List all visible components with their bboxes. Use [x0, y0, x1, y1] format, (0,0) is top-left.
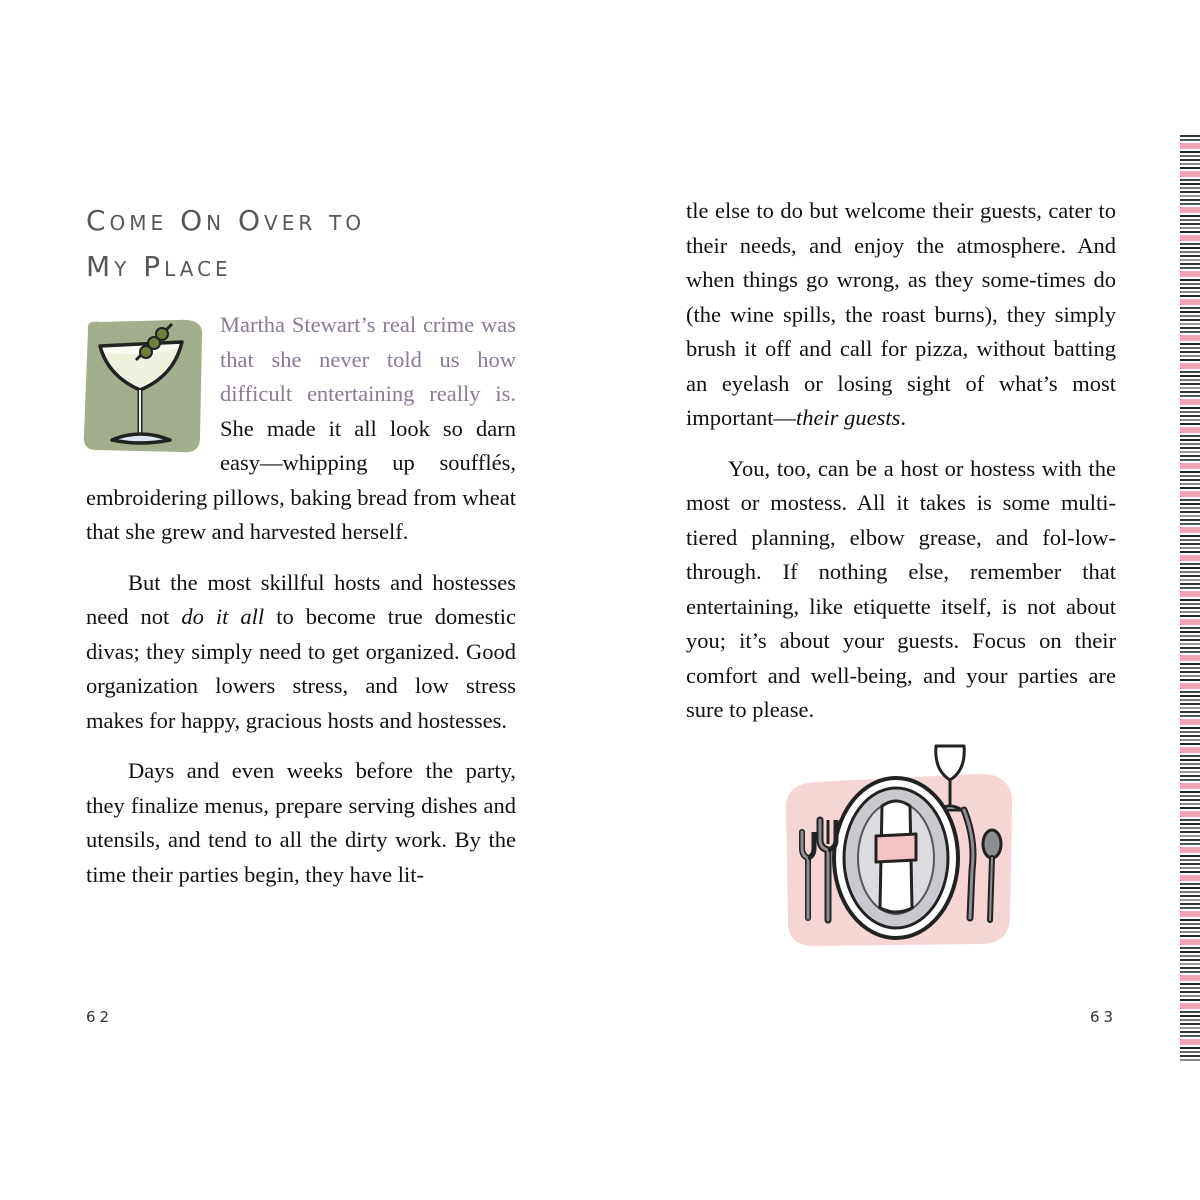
paragraph-2 — [86, 566, 516, 739]
paragraph-4-emphasis: their guests — [795, 405, 901, 430]
paragraph-4-end: . — [900, 405, 906, 430]
paragraph-4 — [686, 194, 1116, 436]
paragraph-1 — [86, 308, 516, 550]
paragraph-2-end: to become true domestic divas; they simply need to get organized. Good organization lowers stress, and low stress makes for happy, gracious hosts and hostesses. — [86, 604, 516, 733]
right-text-column — [686, 194, 1116, 728]
paragraph-2-emphasis: do it all — [181, 604, 265, 629]
chapter-title — [86, 198, 526, 290]
paragraph-3: Days and even weeks before the party, they finalize menus, prepare serving dishes and utensils, and tend to all the dirty work. By the time their parties begin, they have lit- — [86, 758, 516, 887]
paragraph-2-start: But the most skillful hosts and hostesses need not — [86, 569, 516, 629]
place-setting-icon — [780, 740, 1020, 950]
left-text-column — [86, 308, 516, 892]
martini-glass-icon — [78, 316, 206, 456]
paragraph-1-rest: She made it all look so darn easy—whipping up soufflés, embroidering pillows, baking bread from wheat that she grew and harvested herself. — [86, 415, 516, 544]
lead-text: Martha Stewart’s real crime was that she never told us how difficult entertaining really is. — [220, 312, 516, 406]
page-edge-stripes — [1180, 135, 1200, 1063]
title-line-1: Come On Over to — [86, 204, 366, 237]
page-number-right: 63 — [1090, 1008, 1118, 1026]
page-number-left: 62 — [86, 1008, 114, 1026]
paragraph-4-start: tle else to do but welcome their guests, cater to their needs, and enjoy the atmosphere. And when things go wrong, as they some-times do (the wine spills, the roast burns), they simply brush it off and call for pizza, without batting an eyelash or losing sight of what’s most important— — [686, 198, 1116, 430]
title-line-2: My Place — [86, 250, 232, 283]
paragraph-5: You, too, can be a host or hostess with the most or mostess. All it takes is some multi-tiered planning, elbow grease, and fol-low-through. If nothing else, remember that entertaining, like etiquette itself, is not about you; it’s about your guests. Focus on their comfort and well-being, and your parties are sure to please. — [686, 455, 1116, 722]
